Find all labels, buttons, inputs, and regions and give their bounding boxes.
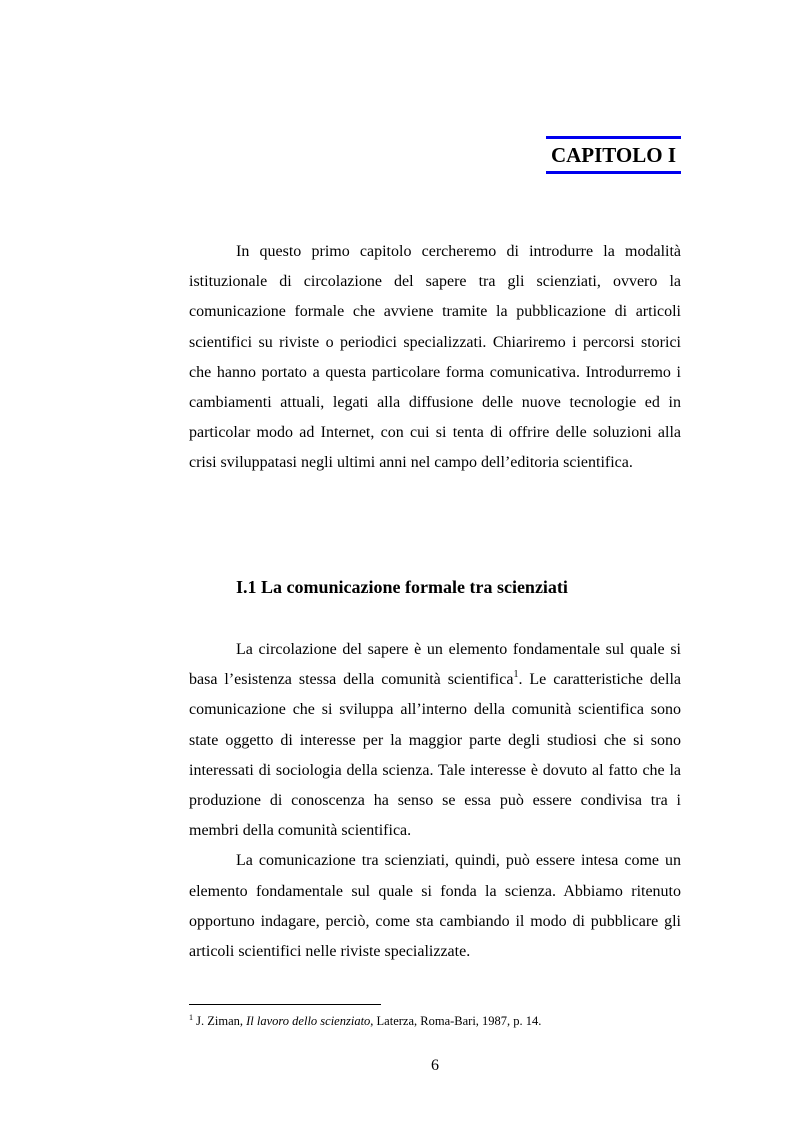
footnote-separator — [189, 1004, 381, 1005]
footnote — [189, 1012, 541, 1030]
page-number: 6 — [431, 1057, 439, 1074]
footnote-prefix: J. Ziman, — [193, 1014, 247, 1028]
paragraph-text-before-note: La circolazione del sapere è un elemento fondamentale sul quale si basa l’esistenza stessa della comunità scientifica — [189, 641, 681, 689]
footnote-number: 1 — [189, 1013, 193, 1022]
footnote-suffix: , Laterza, Roma-Bari, 1987, p. 14. — [370, 1014, 542, 1028]
footnote-reference[interactable]: 1 — [513, 669, 519, 681]
paragraph-text-after-note: . Le caratteristiche della comunicazione che si sviluppa all’interno della comunità scientifica sono state oggetto di interesse per la maggior parte degli studiosi che si sono interessati di sociologia della scienza. Tale interesse è dovuto al fatto che la produzione di conoscenza ha senso se essa può essere condivisa tra i membri della comunità scientifica. — [189, 671, 682, 840]
footnote-book-title: Il lavoro dello scienziato — [246, 1014, 371, 1028]
section-heading: I.1 La comunicazione formale tra scienziati — [236, 577, 568, 597]
intro-section — [189, 237, 681, 479]
section-paragraph-1 — [189, 635, 681, 846]
section-body — [189, 635, 681, 967]
intro-paragraph: In questo primo capitolo cercheremo di introdurre la modalità istituzionale di circolazione del sapere tra gli scienziati, ovvero la comunicazione formale che avviene tramite la pubblicazione di articoli scientifici su riviste o periodici specializzati. Chiariremo i percorsi storici che hanno portato a questa particolare forma comunicativa. Introdurremo i cambiamenti attuali, legati alla diffusione delle nuove tecnologie ed in particolar modo ad Internet, con cui si tenta di offrire delle soluzioni alla crisi sviluppatasi negli ultimi anni nel campo dell’editoria scientifica. — [189, 243, 681, 472]
chapter-title: CAPITOLO I — [546, 136, 681, 174]
section-paragraph-2: La comunicazione tra scienziati, quindi, può essere intesa come un elemento fondamentale sul quale si fonda la scienza. Abbiamo ritenuto opportuno indagare, perciò, come sta cambiando il modo di pubblicare gli articoli scientifici nelle riviste specializzate. — [189, 852, 681, 961]
